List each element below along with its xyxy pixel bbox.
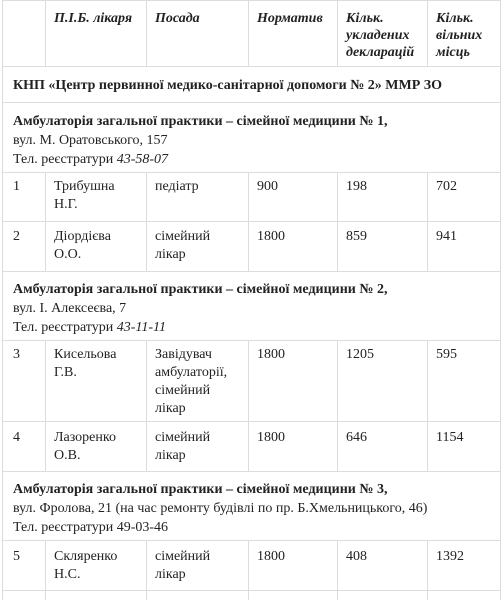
row-1-norm: 900 bbox=[257, 179, 278, 194]
row-1-name: Трибушна Н.Г. bbox=[54, 179, 115, 212]
header-position: Посада bbox=[155, 11, 200, 26]
row-3-position: Завідувач амбулаторії, сімейний лікар bbox=[155, 347, 228, 416]
row-2-declarations: 859 bbox=[346, 229, 367, 244]
row-5-name: Скляренко Н.С. bbox=[54, 549, 118, 582]
header-declarations: Кільк. укладених декларацій bbox=[346, 11, 415, 60]
row-4-name: Лазоренко О.В. bbox=[54, 430, 116, 463]
header-row-divider bbox=[2, 66, 501, 67]
row-4-free: 1154 bbox=[436, 430, 464, 445]
ambulatory-3-phone-line bbox=[13, 518, 493, 537]
header-name: П.І.Б. лікаря bbox=[54, 11, 133, 26]
row-5-free: 1392 bbox=[436, 549, 464, 564]
row-5-norm: 1800 bbox=[257, 549, 285, 564]
row-2-position: сімейний лікар bbox=[155, 229, 211, 262]
row-5-position: сімейний лікар bbox=[155, 549, 211, 582]
row-1-declarations: 198 bbox=[346, 179, 367, 194]
ambulatory-1-title: Амбулаторія загальної практики – сімейної медицини № 1, bbox=[13, 114, 388, 129]
ambulatory-2-title: Амбулаторія загальної практики – сімейної медицини № 2, bbox=[13, 282, 388, 297]
row-2-name: Діордієва О.О. bbox=[54, 229, 111, 262]
row-4-position: сімейний лікар bbox=[155, 430, 211, 463]
row-2-num: 2 bbox=[13, 229, 20, 244]
ambulatory-2-header bbox=[13, 280, 493, 337]
row-4-norm: 1800 bbox=[257, 430, 285, 445]
row-1-free: 702 bbox=[436, 179, 457, 194]
header-free: Кільк. вільних місць bbox=[436, 11, 483, 60]
ambulatory-1-address: вул. М. Оратовського, 157 bbox=[13, 133, 168, 148]
ambulatory-2-phone-line bbox=[13, 318, 493, 337]
header-norm: Норматив bbox=[257, 11, 323, 26]
row-4-num: 4 bbox=[13, 430, 20, 445]
row-1-num: 1 bbox=[13, 179, 20, 194]
row-3-declarations: 1205 bbox=[346, 347, 374, 362]
row-3-name: Кисельова Г.В. bbox=[54, 347, 117, 380]
ambulatory-3-title: Амбулаторія загальної практики – сімейної медицини № 3, bbox=[13, 482, 388, 497]
ambulatory-3-address: вул. Фролова, 21 (на час ремонту будівлі по пр. Б.Хмельницького, 46) bbox=[13, 501, 428, 516]
kp-title: КНП «Центр первинної медико-санітарної допомоги № 2» ММР ЗО bbox=[13, 78, 443, 93]
ambulatory-3-header bbox=[13, 480, 493, 537]
row-3-num: 3 bbox=[13, 347, 20, 362]
row-5-declarations: 408 bbox=[346, 549, 367, 564]
row-2-free: 941 bbox=[436, 229, 457, 244]
row-1-position: педіатр bbox=[155, 179, 199, 194]
row-3-norm: 1800 bbox=[257, 347, 285, 362]
ambulatory-1-phone-line bbox=[13, 150, 493, 169]
row-4-declarations: 646 bbox=[346, 430, 367, 445]
ambulatory-3-phone-label: Тел. реєстратури bbox=[13, 520, 117, 535]
ambulatory-2-phone: 43-11-11 bbox=[116, 320, 166, 335]
kp-row-divider bbox=[2, 102, 501, 103]
ambulatory-2-address: вул. І. Алексеєва, 7 bbox=[13, 301, 127, 316]
ambulatory-3-phone: 49-03-46 bbox=[116, 520, 169, 535]
row-2-norm: 1800 bbox=[257, 229, 285, 244]
row-2-divider bbox=[2, 271, 501, 272]
ambulatory-2-phone-label: Тел. реєстратури bbox=[13, 320, 117, 335]
row-4-divider bbox=[2, 471, 501, 472]
ambulatory-1-phone-label: Тел. реєстратури bbox=[13, 152, 117, 167]
ambulatory-1-phone: 43-58-07 bbox=[116, 152, 169, 167]
row-5-num: 5 bbox=[13, 549, 20, 564]
row-3-free: 595 bbox=[436, 347, 457, 362]
ambulatory-1-header bbox=[13, 112, 493, 169]
